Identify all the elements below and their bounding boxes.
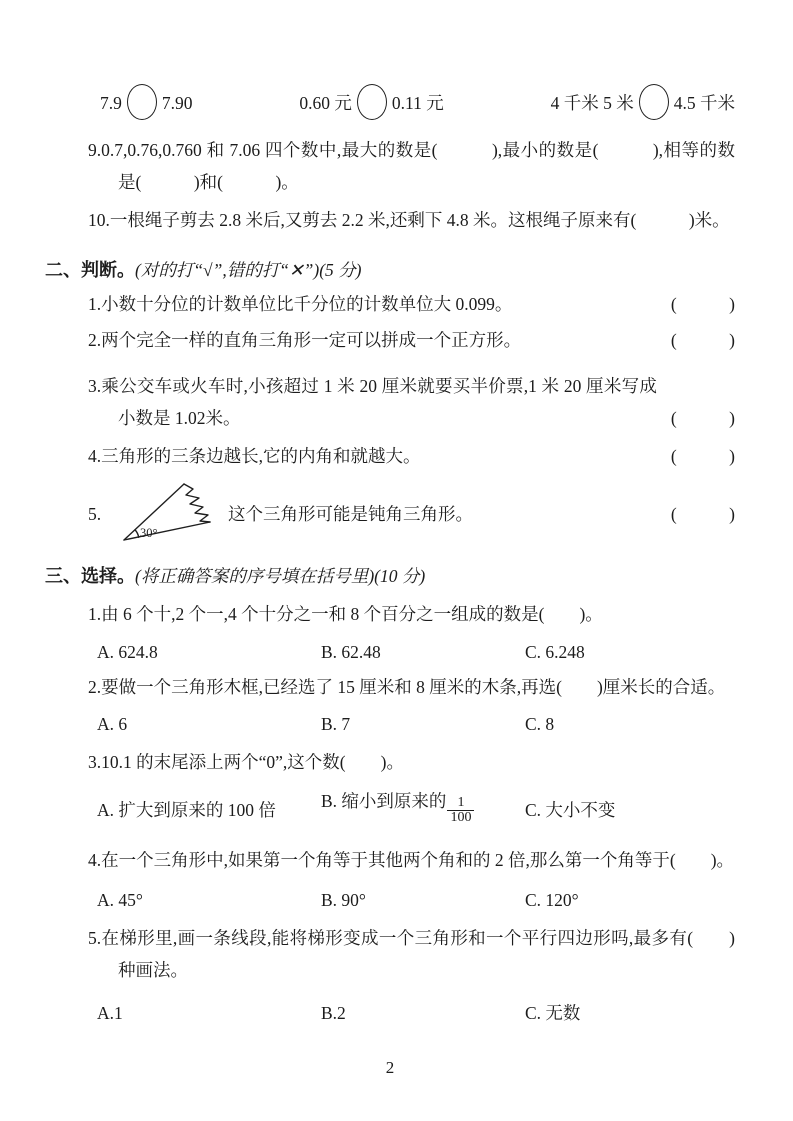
answer-bracket[interactable]: ( ) <box>670 408 735 428</box>
comparison-right-value: 0.11 元 <box>391 93 444 113</box>
fraction-1-100 <box>447 796 474 826</box>
comparison-circle[interactable] <box>639 84 669 120</box>
judgment-item-2 <box>88 324 735 356</box>
judgment-item-3 <box>88 370 735 434</box>
option-b[interactable]: B. 90° <box>321 890 366 910</box>
answer-bracket[interactable]: ( ) <box>670 294 735 314</box>
option-b[interactable] <box>321 785 525 826</box>
choice-question-1: 1.由 6 个十,2 个一,4 个十分之一和 8 个百分之一组成的数是( )。 <box>88 604 603 624</box>
choice-options-3 <box>97 782 735 826</box>
option-a[interactable]: A. 扩大到原来的 100 倍 <box>97 800 276 820</box>
comparison-expression <box>551 84 735 120</box>
comparison-row <box>100 84 735 120</box>
choice-options-4 <box>97 884 735 916</box>
comparison-circle[interactable] <box>127 84 157 120</box>
section-2-title-note: (对的打“√”,错的打“✕”)(5 分) <box>135 260 362 280</box>
option-b[interactable]: B. 7 <box>321 714 351 734</box>
choice-options-1 <box>97 636 735 668</box>
choice-options-2 <box>97 708 735 740</box>
answer-bracket[interactable]: ( ) <box>670 504 735 524</box>
question-10: 10.一根绳子剪去 2.8 米后,又剪去 2.2 米,还剩下 4.8 米。这根绳子原来有( )米。 <box>88 210 730 230</box>
page-number: 2 <box>385 1058 395 1077</box>
option-c[interactable]: C. 大小不变 <box>525 800 616 820</box>
judgment-item-1 <box>88 288 735 320</box>
question-9: 9.0.7,0.76,0.760 和 7.06 四个数中,最大的数是( ),最小的数是( ),相等的数是( )和( )。 <box>88 140 735 192</box>
option-a[interactable]: A.1 <box>97 1003 123 1023</box>
option-a[interactable]: A. 6 <box>97 714 128 734</box>
judgment-item-text: 这个三角形可能是钝角三角形。 <box>228 504 473 524</box>
judgment-item-text: 4.三角形的三条边越长,它的内角和就越大。 <box>88 446 421 466</box>
comparison-expression <box>299 84 443 120</box>
fraction-denominator: 100 <box>447 810 474 826</box>
option-c[interactable]: C. 无数 <box>525 1003 581 1023</box>
judgment-item-5 <box>88 482 735 546</box>
judgment-item-text: 1.小数十分位的计数单位比千分位的计数单位大 0.099。 <box>88 294 513 314</box>
answer-bracket[interactable]: ( ) <box>670 446 735 466</box>
option-c[interactable]: C. 6.248 <box>525 642 585 662</box>
fraction-numerator: 1 <box>457 794 465 810</box>
comparison-circle[interactable] <box>357 84 387 120</box>
angle-label: 30° <box>140 526 158 540</box>
option-b-text: B. 缩小到原来的 <box>321 791 447 812</box>
comparison-left-value: 7.9 <box>100 93 122 113</box>
option-b[interactable]: B.2 <box>321 1003 346 1023</box>
comparison-right-value: 7.90 <box>161 93 193 113</box>
option-c[interactable]: C. 120° <box>525 890 579 910</box>
option-b[interactable]: B. 62.48 <box>321 642 381 662</box>
choice-options-5 <box>97 997 735 1029</box>
judgment-item-number: 5. <box>88 504 102 524</box>
section-3-title-note: (将正确答案的序号填在括号里)(10 分) <box>135 566 426 586</box>
choice-question-3: 3.10.1 的末尾添上两个“0”,这个数( )。 <box>88 752 404 772</box>
comparison-expression <box>100 84 193 120</box>
section-2-title <box>45 254 735 286</box>
section-3-title-main: 三、选择。 <box>45 566 135 586</box>
judgment-item-text: 2.两个完全一样的直角三角形一定可以拼成一个正方形。 <box>88 330 522 350</box>
comparison-right-value: 4.5 千米 <box>673 93 735 113</box>
option-c[interactable]: C. 8 <box>525 714 555 734</box>
comparison-left-value: 4 千米 5 米 <box>550 93 634 113</box>
section-2-title-main: 二、判断。 <box>45 260 135 280</box>
option-a[interactable]: A. 45° <box>97 890 143 910</box>
option-a[interactable]: A. 624.8 <box>97 642 158 662</box>
choice-question-5: 5.在梯形里,画一条线段,能将梯形变成一个三角形和一个平行四边形吗,最多有( )种画法。 <box>88 928 735 980</box>
choice-question-2: 2.要做一个三角形木框,已经选了 15 厘米和 8 厘米的木条,再选( )厘米长的合适。 <box>88 677 726 697</box>
comparison-left-value: 0.60 元 <box>299 93 352 113</box>
torn-triangle-30-figure <box>118 482 218 546</box>
judgment-item-4 <box>88 440 735 472</box>
choice-question-4: 4.在一个三角形中,如果第一个角等于其他两个角和的 2 倍,那么第一个角等于( )。 <box>88 850 735 870</box>
answer-bracket[interactable]: ( ) <box>670 330 735 350</box>
judgment-item-text: 3.乘公交车或火车时,小孩超过 1 米 20 厘米就要买半价票,1 米 20 厘米写成小数是 1.02米。 <box>88 376 657 428</box>
section-3-title <box>45 560 735 592</box>
